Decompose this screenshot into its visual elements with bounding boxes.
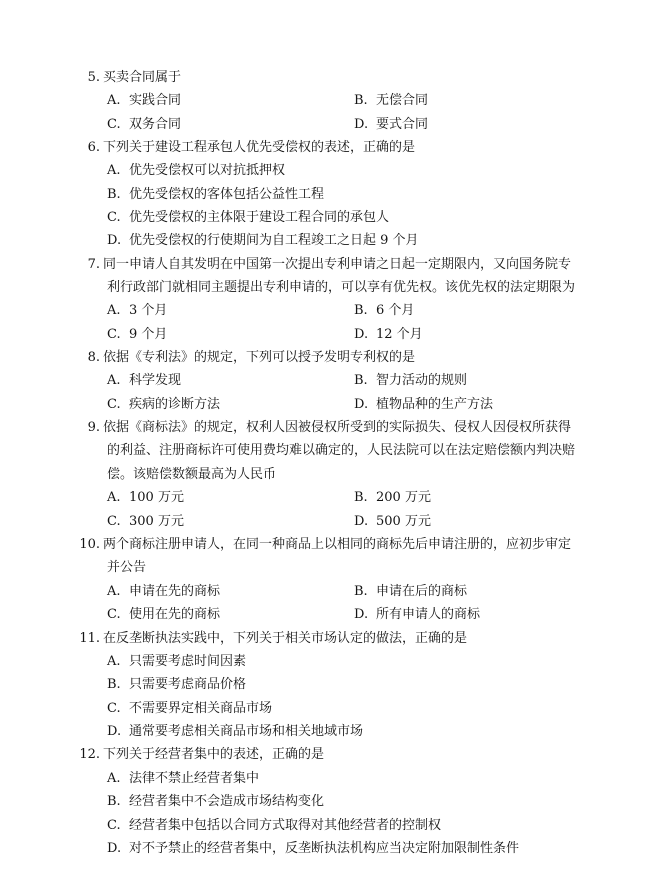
question-header	[0, 256, 656, 274]
option-a	[107, 302, 167, 320]
option-a	[107, 162, 285, 180]
question-number: 6.	[87, 140, 100, 155]
option-text: 优先受偿权的行使期间为自工程竣工之日起 9 个月	[129, 233, 419, 248]
option-label: C.	[107, 327, 121, 342]
question-stem: 在反垄断执法实践中，下列关于相关市场认定的做法，正确的是	[103, 631, 468, 646]
option-label: A.	[107, 163, 121, 178]
option-text: 3 个月	[129, 303, 168, 318]
question-stem: 同一申请人自其发明在中国第一次提出专利申请之日起一定期限内，又向国务院专	[103, 257, 572, 272]
question-stem: 依据《商标法》的规定，权利人因被侵权所受到的实际损失、侵权人因侵权所获得	[103, 420, 572, 435]
option-text: 优先受偿权可以对抗抵押权	[129, 163, 286, 178]
question-number: 9.	[87, 420, 100, 435]
option-d	[354, 116, 428, 134]
option-label: A.	[107, 490, 121, 505]
option-d	[354, 513, 431, 531]
option-text: 经营者集中不会造成市场结构变化	[129, 794, 325, 809]
question-header	[0, 746, 656, 764]
option-c	[107, 817, 441, 835]
option-label: A.	[107, 771, 121, 786]
question-stem-continued: 偿。该赔偿数额最高为人民币	[107, 467, 277, 482]
option-b	[354, 583, 467, 601]
option-b	[354, 489, 431, 507]
option-text: 优先受偿权的主体限于建设工程合同的承包人	[129, 210, 390, 225]
question-stem: 下列关于经营者集中的表述，正确的是	[103, 747, 325, 762]
question-stem: 依据《专利法》的规定，下列可以授予发明专利权的是	[103, 350, 416, 365]
option-a	[107, 653, 246, 671]
question-number: 7.	[87, 257, 100, 272]
option-b	[107, 186, 324, 204]
option-text: 12 个月	[376, 327, 423, 342]
option-label: D.	[354, 607, 369, 622]
option-text: 要式合同	[376, 117, 429, 132]
option-text: 优先受偿权的客体包括公益性工程	[129, 187, 325, 202]
question-stem: 下列关于建设工程承包人优先受偿权的表述，正确的是	[103, 140, 416, 155]
option-c	[107, 606, 220, 624]
option-text: 9 个月	[129, 327, 168, 342]
option-label: B.	[107, 794, 121, 809]
option-c	[107, 116, 181, 134]
option-label: A.	[107, 303, 121, 318]
option-d	[107, 723, 363, 741]
option-d	[354, 606, 480, 624]
option-text: 使用在先的商标	[129, 607, 221, 622]
question-number: 12.	[79, 747, 100, 762]
question-stem: 买卖合同属于	[103, 70, 182, 85]
option-b	[354, 372, 467, 390]
option-label: A.	[107, 584, 121, 599]
question-stem: 两个商标注册申请人，在同一种商品上以相同的商标先后申请注册的，应初步审定	[103, 537, 572, 552]
option-label: B.	[354, 584, 368, 599]
option-label: C.	[107, 397, 121, 412]
option-text: 经营者集中包括以合同方式取得对其他经营者的控制权	[129, 818, 442, 833]
option-b	[354, 302, 414, 320]
option-text: 不需要界定相关商品市场	[129, 701, 273, 716]
question-header	[0, 419, 656, 437]
option-c	[107, 326, 167, 344]
option-label: C.	[107, 607, 121, 622]
option-a	[107, 770, 259, 788]
question-stem-continued: 并公告	[107, 560, 147, 575]
option-text: 无偿合同	[376, 93, 429, 108]
question-number: 10.	[79, 537, 100, 552]
option-c	[107, 513, 184, 531]
question-number: 5.	[87, 70, 100, 85]
option-d	[107, 840, 519, 858]
option-label: A.	[107, 93, 121, 108]
option-label: D.	[354, 397, 369, 412]
question-header	[0, 69, 656, 87]
option-label: C.	[107, 818, 121, 833]
option-a	[107, 489, 184, 507]
option-text: 实践合同	[129, 93, 182, 108]
option-text: 疾病的诊断方法	[129, 397, 221, 412]
option-label: D.	[107, 233, 122, 248]
option-text: 300 万元	[129, 514, 184, 529]
option-label: D.	[354, 117, 369, 132]
option-text: 只需要考虑商品价格	[129, 677, 247, 692]
question-stem-continued: 的利益、注册商标许可使用费均难以确定的，人民法院可以在法定赔偿额内判决赔	[107, 443, 576, 458]
option-label: A.	[107, 373, 121, 388]
option-b	[107, 676, 246, 694]
option-label: C.	[107, 514, 121, 529]
option-label: C.	[107, 701, 121, 716]
option-label: B.	[354, 303, 368, 318]
option-text: 500 万元	[376, 514, 431, 529]
option-label: D.	[354, 327, 369, 342]
option-c	[107, 209, 389, 227]
question-stem-continued: 利行政部门就相同主题提出专利申请的，可以享有优先权。该优先权的法定期限为	[107, 280, 576, 295]
option-d	[354, 326, 423, 344]
option-label: C.	[107, 210, 121, 225]
option-d	[354, 396, 493, 414]
question-header	[0, 630, 656, 648]
option-text: 对不予禁止的经营者集中，反垄断执法机构应当决定附加限制性条件	[129, 841, 520, 856]
option-text: 申请在先的商标	[129, 584, 221, 599]
question-number: 11.	[79, 631, 100, 646]
option-label: B.	[107, 187, 121, 202]
option-text: 通常要考虑相关商品市场和相关地域市场	[129, 724, 364, 739]
option-label: D.	[107, 724, 122, 739]
option-text: 植物品种的生产方法	[376, 397, 494, 412]
option-label: D.	[354, 514, 369, 529]
option-text: 双务合同	[129, 117, 182, 132]
option-text: 申请在后的商标	[376, 584, 468, 599]
question-header	[0, 349, 656, 367]
option-text: 100 万元	[129, 490, 184, 505]
option-label: D.	[107, 841, 122, 856]
question-header	[0, 536, 656, 554]
option-text: 6 个月	[376, 303, 415, 318]
question-number: 8.	[87, 350, 100, 365]
option-text: 科学发现	[129, 373, 182, 388]
option-label: B.	[107, 677, 121, 692]
question-header	[0, 139, 656, 157]
option-label: B.	[354, 490, 368, 505]
option-text: 只需要考虑时间因素	[129, 654, 247, 669]
option-label: B.	[354, 373, 368, 388]
option-text: 智力活动的规则	[376, 373, 468, 388]
option-text: 所有申请人的商标	[376, 607, 481, 622]
option-c	[107, 700, 272, 718]
option-a	[107, 372, 181, 390]
option-b	[107, 793, 324, 811]
option-b	[354, 92, 428, 110]
option-c	[107, 396, 220, 414]
option-label: C.	[107, 117, 121, 132]
option-text: 法律不禁止经营者集中	[129, 771, 260, 786]
option-a	[107, 92, 181, 110]
option-text: 200 万元	[376, 490, 431, 505]
option-label: B.	[354, 93, 368, 108]
option-a	[107, 583, 220, 601]
option-label: A.	[107, 654, 121, 669]
option-d	[107, 232, 419, 250]
